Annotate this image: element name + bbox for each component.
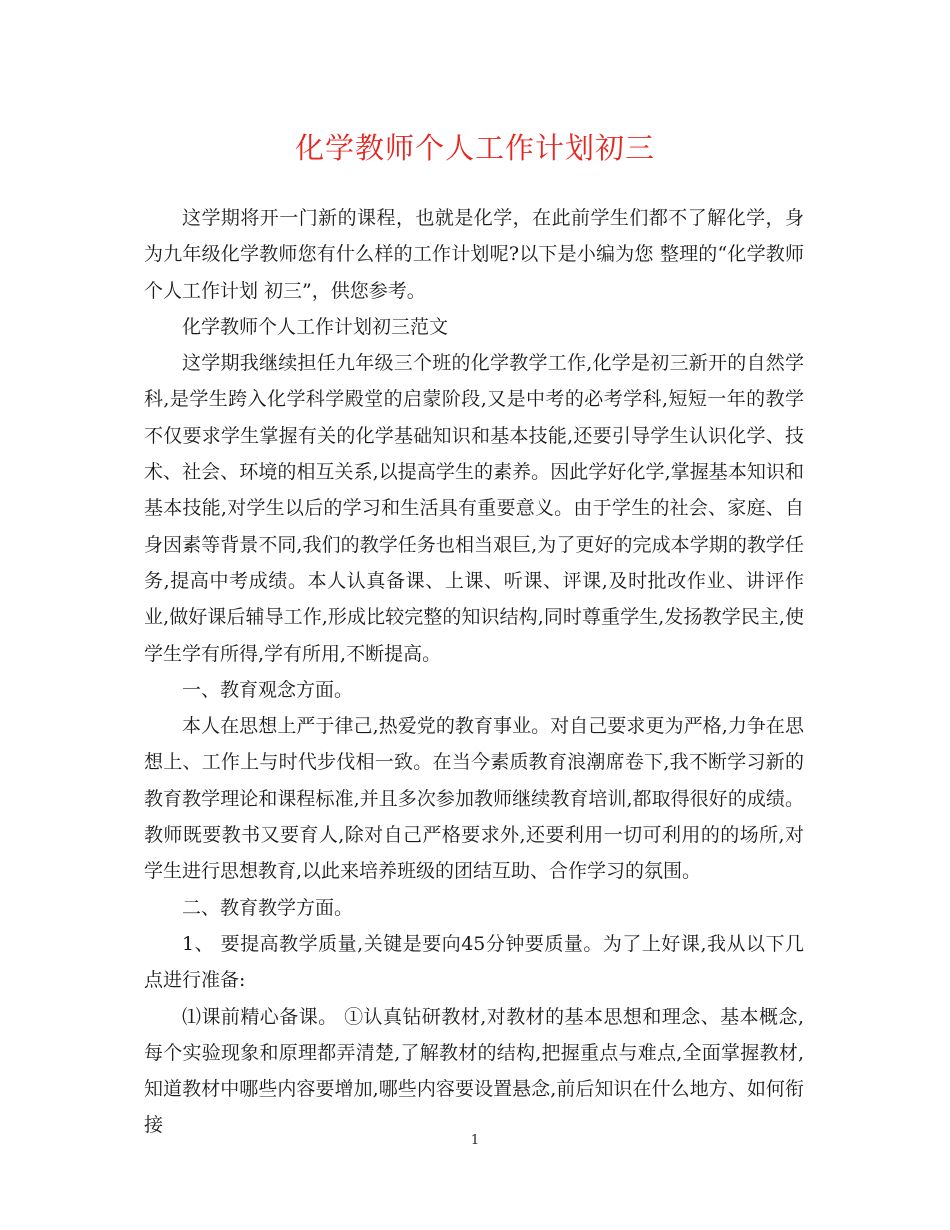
section-heading-2: 二、教育教学方面。 (182, 896, 354, 919)
paragraph-lesson-prep: ⑴课前精心备课。 ①认真钻研教材,对教材的基本思想和理念、基本概念,每个实验现象和原理都弄清楚,了解教材的结构,把握重点与难点,全面掌握教材,知道教材中哪些内容要增加,哪些内容要设置悬念,前后知识在什么地方、如何衔接 (144, 1005, 804, 1137)
paragraph-intro: 这学期将开一门新的课程，也就是化学，在此前学生们都不了解化学，身为九年级化学教师您有什么样的工作计划呢?以下是小编为您 整理的“化学教师个人工作计划 初三”，供您参考。 (144, 207, 804, 302)
paragraph-item-1: 1、 要提高教学质量,关键是要向45分钟要质量。为了上好课,我从以下几点进行准备: (144, 932, 804, 992)
paragraph-overview: 这学期我继续担任九年级三个班的化学教学工作,化学是初三新开的自然学科,是学生跨入化学科学殿堂的启蒙阶段,又是中考的必考学科,短短一年的教学不仅要求学生掌握有关的化学基础知识和基本技能,还要引导学生认识化学、技术、社会、环境的相互关系,以提高学生的素养。因此学好化学,掌握基本知识和基本技能,对学生以后的学习和生活具有重要意义。由于学生的社会、家庭、自身因素等背景不同,我们的教学任务也相当艰巨,为了更好的完成本学期的教学任务,提高中考成绩。本人认真备课、上课、听课、评课,及时批改作业、讲评作业,做好课后辅导工作,形成比较完整的知识结构,同时尊重学生,发扬教学民主,使学生学有所得,学有所用,不断提高。 (144, 352, 804, 665)
page-number: 1 (470, 1133, 480, 1148)
document-title: 化学教师个人工作计划初三 (294, 131, 655, 165)
section-heading-1: 一、教育观念方面。 (182, 678, 354, 701)
paragraph-education-concept: 本人在思想上严于律己,热爱党的教育事业。对自己要求更为严格,力争在思想上、工作上与时代步伐相一致。在当今素质教育浪潮席卷下,我不断学习新的教育教学理论和课程标准,并且多次参加教师继续教育培训,都取得很好的成绩。教师既要教书又要育人,除对自己严格要求外,还要利用一切可利用的的场所,对学生进行思想教育,以此来培养班级的团结互助、合作学习的氛围。 (144, 715, 804, 883)
paragraph-subtitle: 化学教师个人工作计划初三范文 (182, 315, 449, 338)
document-body (144, 200, 804, 1144)
